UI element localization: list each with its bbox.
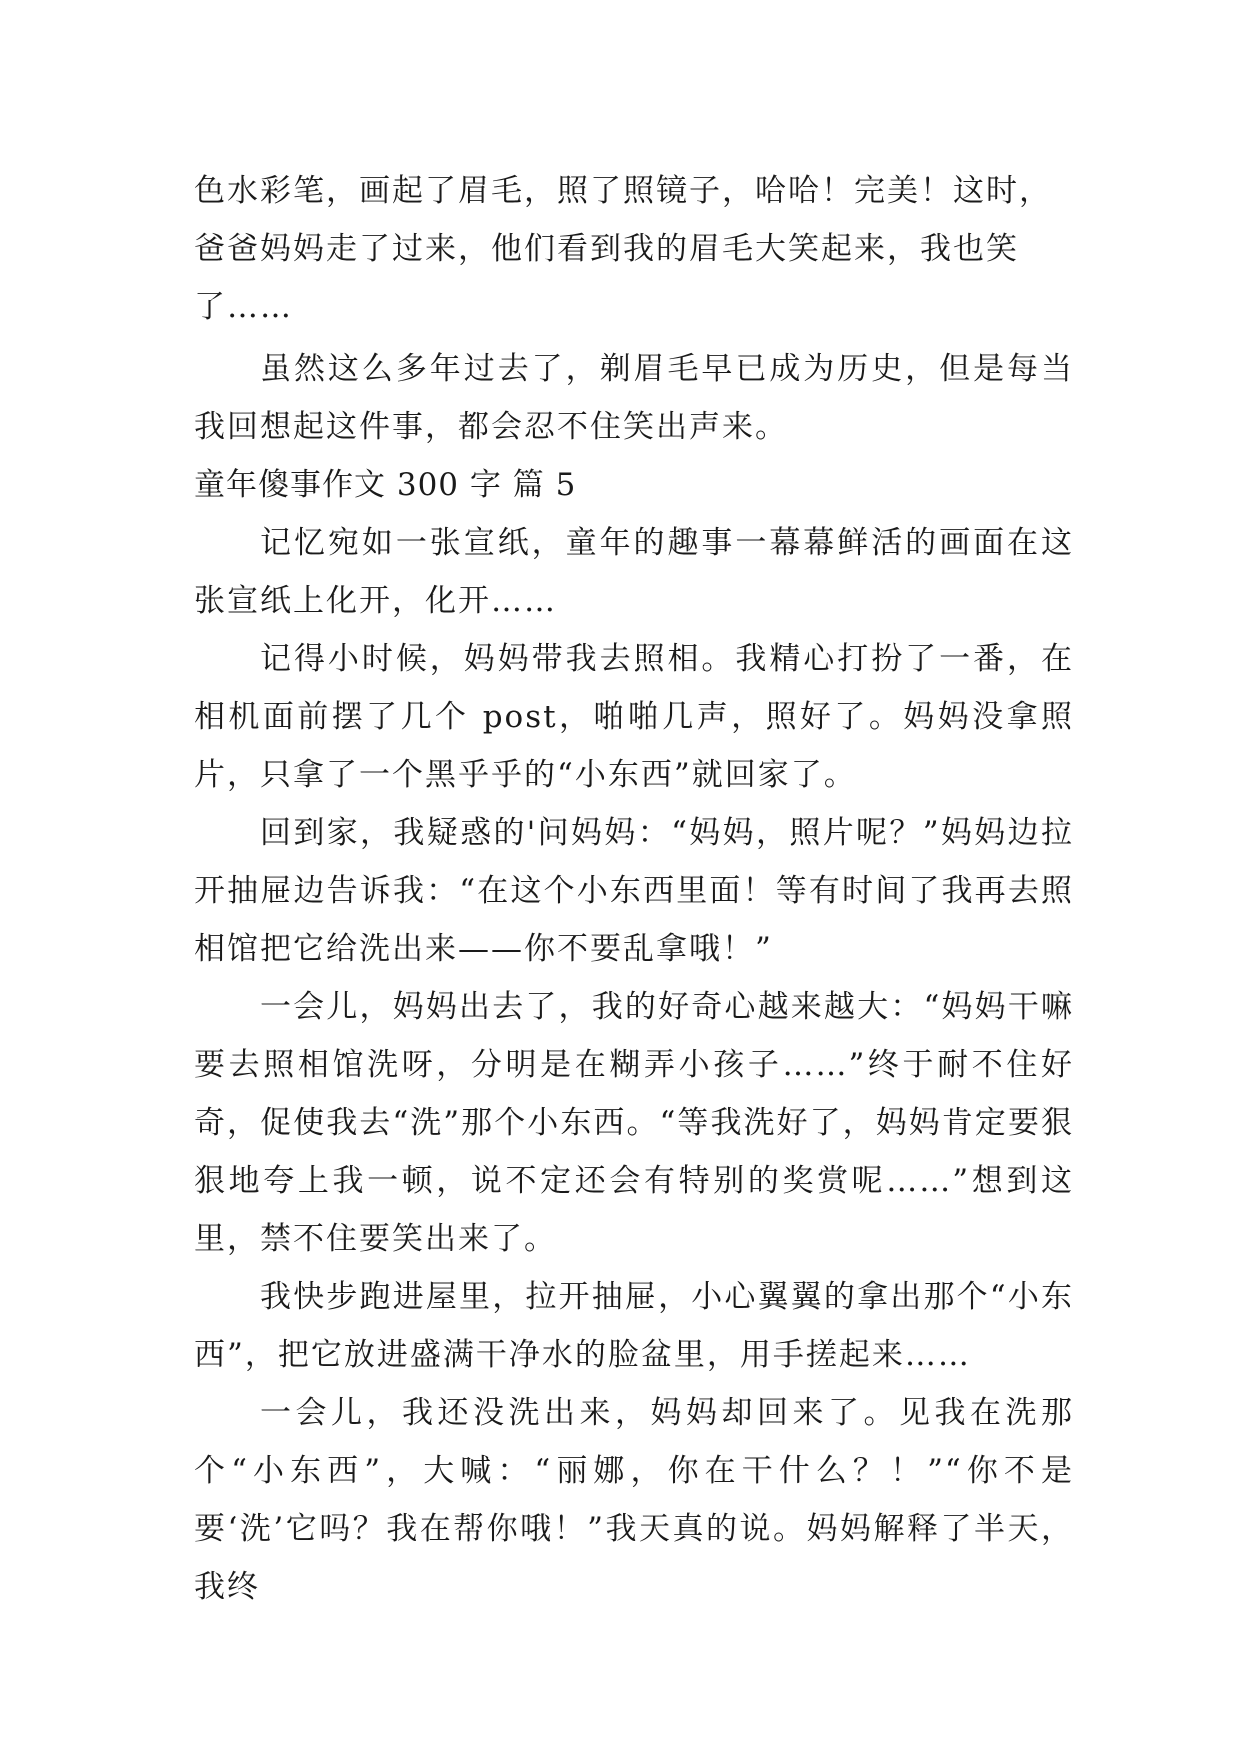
continuation-line-2: 爸爸妈妈走了过来，他们看到我的眉毛大笑起来，我也笑 bbox=[194, 231, 1019, 267]
paragraph: 虽然这么多年过去了，剃眉毛早已成为历史，但是每当我回想起这件事，都会忍不住笑出声来。 bbox=[194, 351, 1074, 445]
continuation-line-3: 了…… bbox=[194, 289, 293, 325]
paragraph: 一会儿，我还没洗出来，妈妈却回来了。见我在洗那个“小东西”，大喊：“丽娜，你在干什么？！”“你不是要‘洗’它吗？我在帮你哦！”我天真的说。妈妈解释了半天，我终 bbox=[194, 1395, 1074, 1605]
paragraph: 记得小时候，妈妈带我去照相。我精心打扮了一番，在相机面前摆了几个 post，啪啪几声，照好了。妈妈没拿照片，只拿了一个黑乎乎的“小东西”就回家了。 bbox=[194, 641, 1074, 793]
document-body bbox=[194, 162, 1074, 1616]
paragraph: 回到家，我疑惑的'问妈妈：“妈妈，照片呢？”妈妈边拉开抽屉边告诉我：“在这个小东西里面！等有时间了我再去照相馆把它给洗出来——你不要乱拿哦！” bbox=[194, 815, 1074, 967]
continuation-line-1: 色水彩笔，画起了眉毛，照了照镜子，哈哈！完美！这时， bbox=[194, 173, 1052, 209]
paragraph: 我快步跑进屋里，拉开抽屉，小心翼翼的拿出那个“小东西”，把它放进盛满干净水的脸盆里，用手搓起来…… bbox=[194, 1279, 1074, 1373]
section-heading: 童年傻事作文 300 字 篇 5 bbox=[194, 467, 577, 503]
paragraph: 记忆宛如一张宣纸，童年的趣事一幕幕鲜活的画面在这张宣纸上化开，化开…… bbox=[194, 525, 1074, 619]
paragraph: 一会儿，妈妈出去了，我的好奇心越来越大：“妈妈干嘛要去照相馆洗呀，分明是在糊弄小孩子……”终于耐不住好奇，促使我去“洗”那个小东西。“等我洗好了，妈妈肯定要狠狠地夸上我一顿，说不定还会有特别的奖赏呢……”想到这里，禁不住要笑出来了。 bbox=[194, 989, 1074, 1257]
